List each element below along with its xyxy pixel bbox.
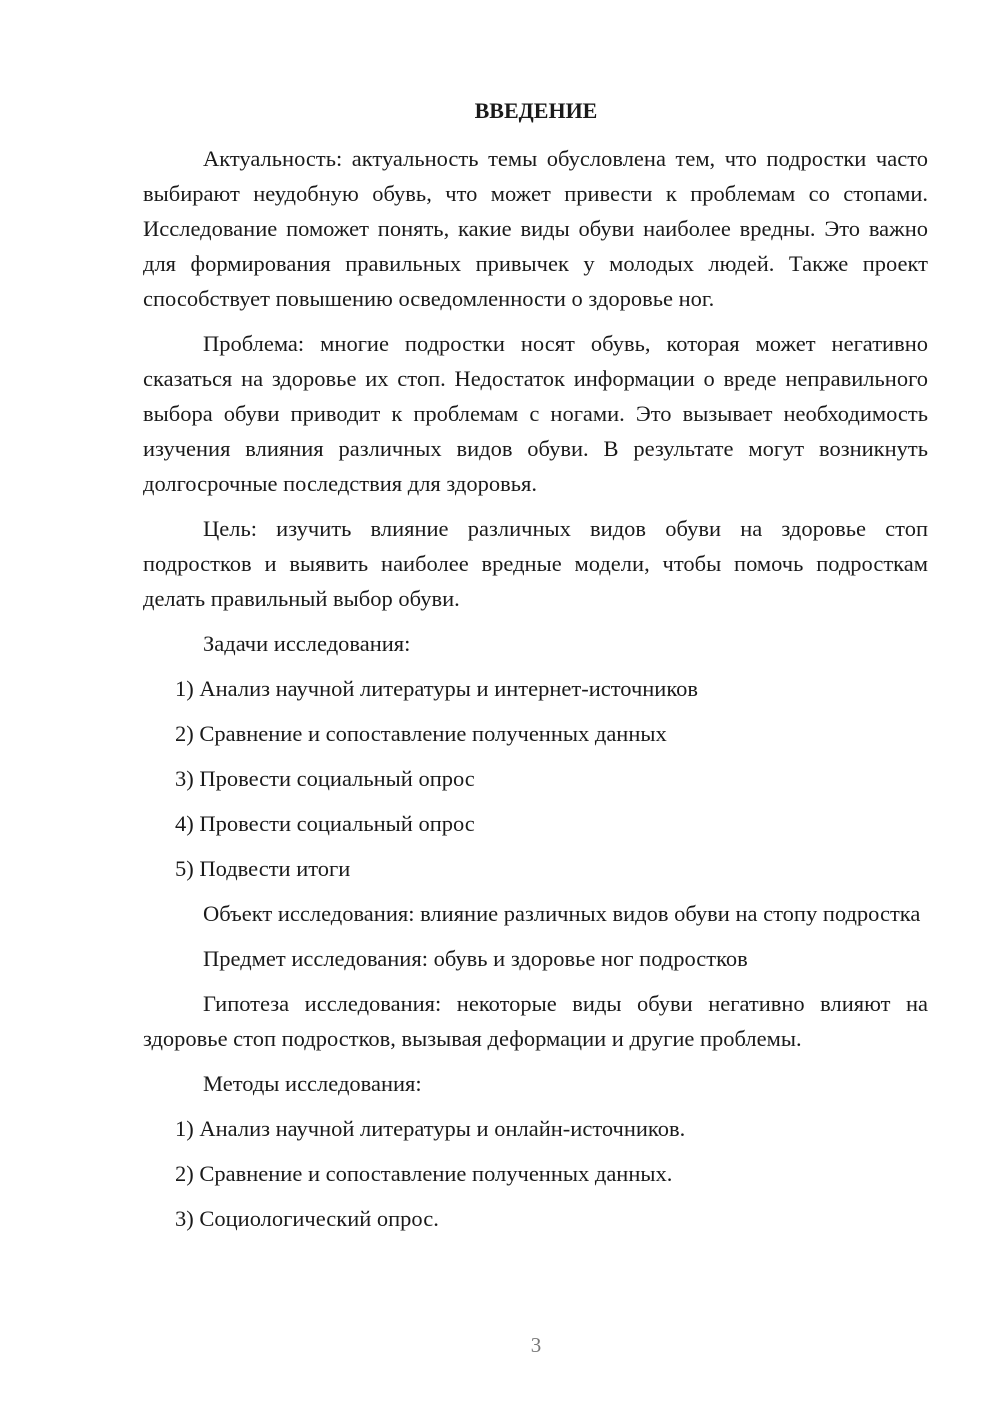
goal-paragraph: Цель: изучить влияние различных видов обуви на здоровье стоп подростков и выявить наиболее вредные модели, чтобы помочь подросткам делать правильный выбор обуви. — [143, 516, 928, 611]
page-number: 3 — [530, 1333, 542, 1357]
tasks-heading: Задачи исследования: — [203, 631, 411, 656]
task-item: 4) Провести социальный опрос — [175, 811, 475, 836]
method-item: 3) Социологический опрос. — [175, 1206, 439, 1231]
task-item: 3) Провести социальный опрос — [175, 766, 475, 791]
methods-heading: Методы исследования: — [203, 1071, 422, 1096]
relevance-paragraph: Актуальность: актуальность темы обусловлена тем, что подростки часто выбирают неудобную обувь, что может привести к проблемам со стопами. Исследование поможет понять, какие виды обуви наиболее вредны. Это важно для формирования правильных привычек у молодых людей. Также проект способствует повышению осведомленности о здоровье ног. — [143, 146, 928, 311]
hypothesis-paragraph: Гипотеза исследования: некоторые виды обуви негативно влияют на здоровье стоп подростков, вызывая деформации и другие проблемы. — [143, 991, 928, 1051]
method-item: 2) Сравнение и сопоставление полученных данных. — [175, 1161, 673, 1186]
task-item: 2) Сравнение и сопоставление полученных данных — [175, 721, 667, 746]
subject-paragraph: Предмет исследования: обувь и здоровье ног подростков — [203, 946, 748, 971]
problem-paragraph: Проблема: многие подростки носят обувь, которая может негативно сказаться на здоровье их стоп. Недостаток информации о вреде неправильного выбора обуви приводит к проблемам с ногами. Это вызывает необходимость изучения влияния различных видов обуви. В результате могут возникнуть долгосрочные последствия для здоровья. — [143, 331, 928, 496]
object-paragraph: Объект исследования: влияние различных видов обуви на стопу подростка — [203, 901, 921, 926]
task-item: 5) Подвести итоги — [175, 856, 351, 881]
task-item: 1) Анализ научной литературы и интернет-источников — [175, 676, 699, 701]
page-title: ВВЕДЕНИЕ — [474, 98, 598, 123]
method-item: 1) Анализ научной литературы и онлайн-источников. — [175, 1116, 686, 1141]
document-body — [143, 141, 928, 1246]
